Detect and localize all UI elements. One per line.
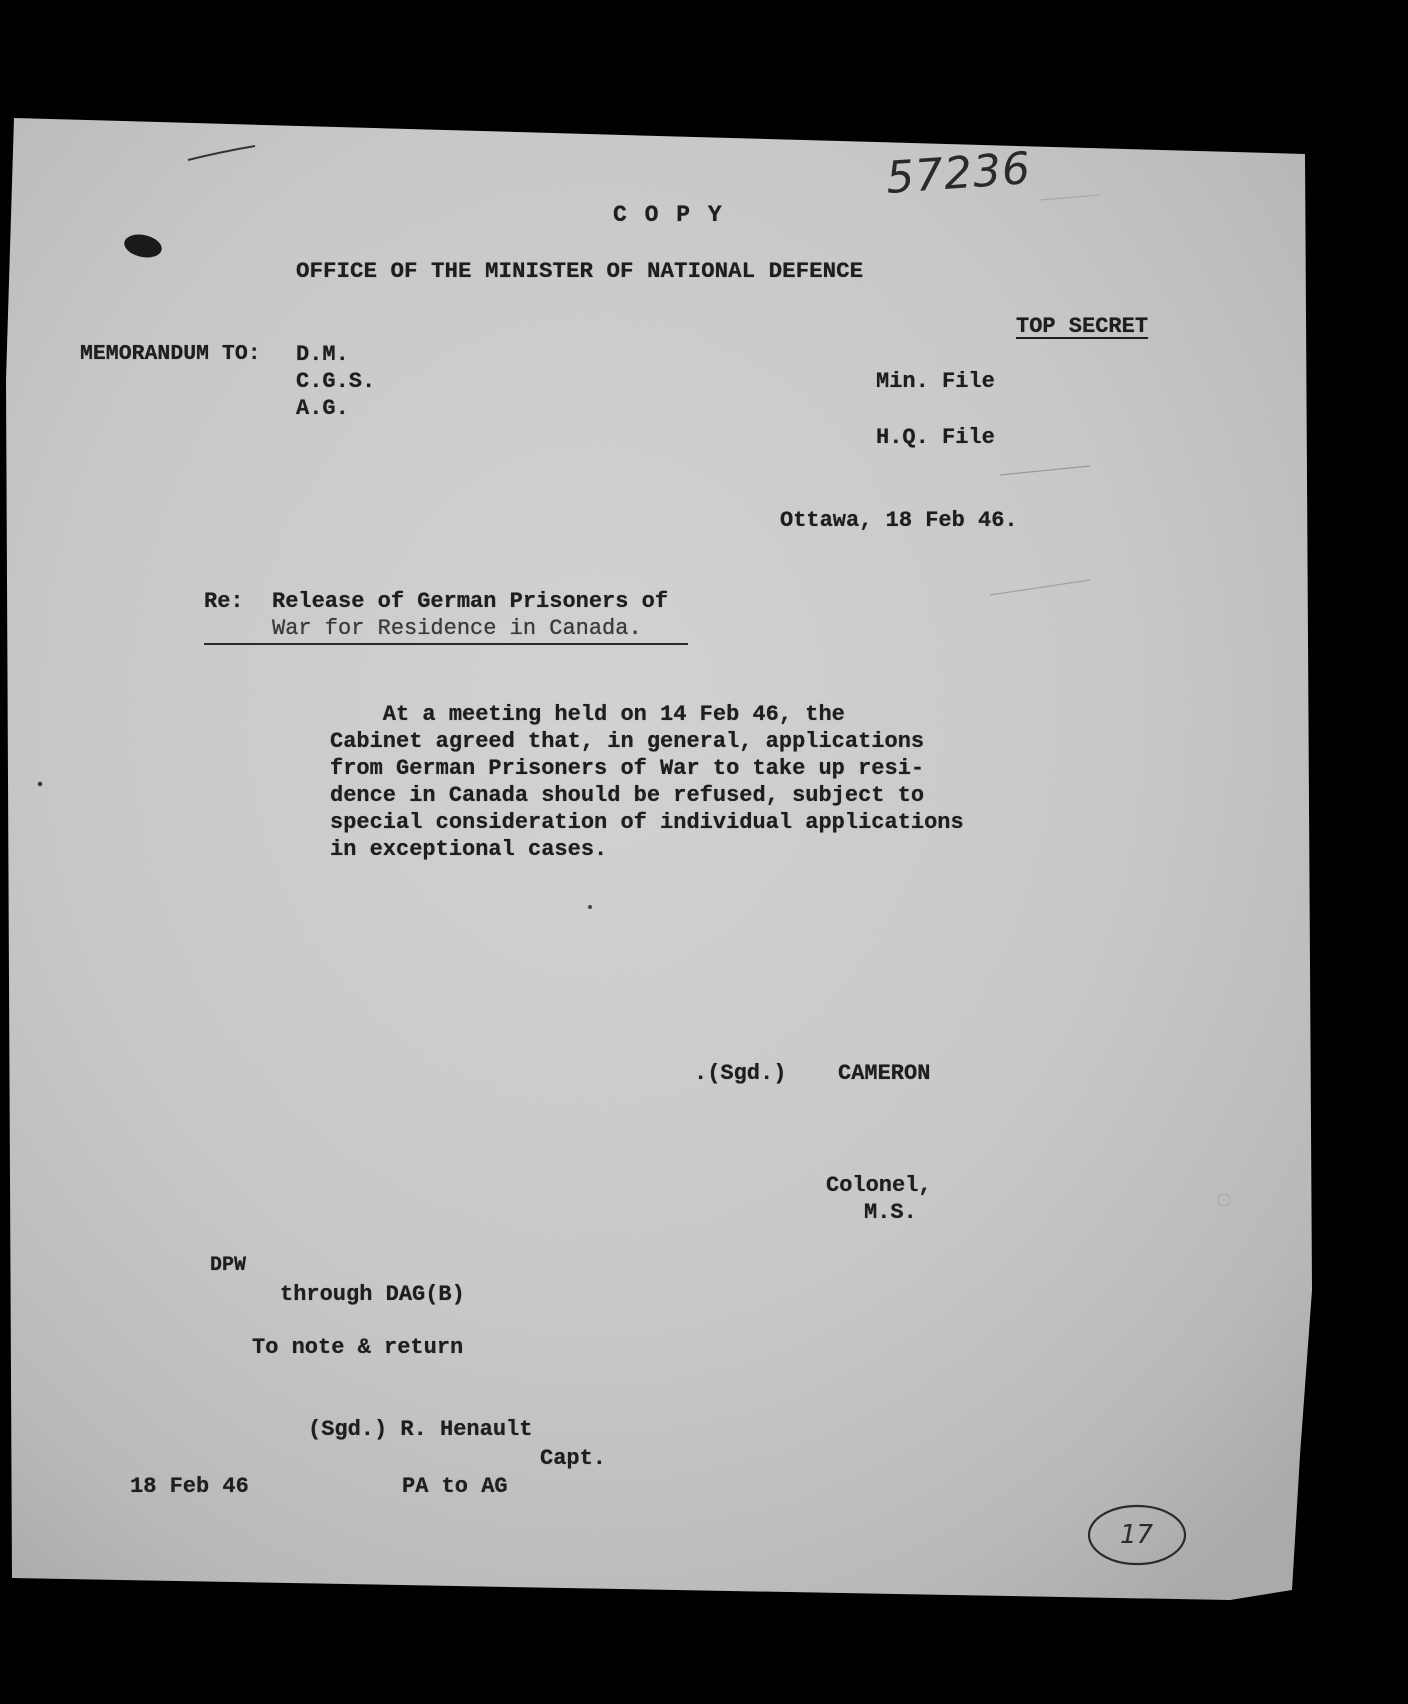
second-date: 18 Feb 46 (130, 1474, 249, 1499)
body-line: in exceptional cases. (330, 837, 608, 862)
min-file-label: Min. File (876, 369, 995, 394)
signature-sgd: .(Sgd.) (694, 1061, 787, 1086)
body-line: special consideration of individual applications (330, 810, 964, 835)
subject-underline (204, 643, 688, 645)
memo-body (330, 701, 964, 863)
recipient-cgs: C.G.S. (296, 369, 376, 394)
copy-heading: C O P Y (613, 202, 724, 228)
body-line: Cabinet agreed that, in general, applications (330, 729, 925, 754)
subject-line-2: War for Residence in Canada. (272, 616, 642, 641)
memo-to-label: MEMORANDUM TO: (80, 342, 261, 366)
second-title: PA to AG (402, 1474, 508, 1499)
signer-rank: Colonel, (826, 1173, 932, 1198)
second-rank: Capt. (540, 1446, 607, 1471)
signature-name: CAMERON (838, 1061, 931, 1086)
place-date: Ottawa, 18 Feb 46. (780, 508, 1018, 533)
body-line: from German Prisoners of War to take up resi- (330, 756, 925, 781)
classification-label: TOP SECRET (1016, 314, 1149, 339)
second-signature: (Sgd.) R. Henault (308, 1417, 533, 1442)
body-line: At a meeting held on 14 Feb 46, the (330, 702, 845, 727)
routing-through: through DAG(B) (280, 1282, 465, 1307)
page-number: 17 (1120, 1520, 1154, 1550)
recipient-dm: D.M. (296, 342, 349, 367)
recipient-ag: A.G. (296, 396, 349, 421)
re-label: Re: (204, 589, 244, 614)
body-line: dence in Canada should be refused, subject to (330, 783, 925, 808)
signer-title: M.S. (864, 1200, 917, 1225)
routing-instruction: To note & return (252, 1335, 464, 1360)
subject-line-1: Release of German Prisoners of (272, 589, 669, 614)
hq-file-label: H.Q. File (876, 425, 995, 450)
office-heading: OFFICE OF THE MINISTER OF NATIONAL DEFENCE (296, 258, 864, 284)
archive-number: 57236 (884, 143, 1033, 204)
routing-to: DPW (210, 1254, 247, 1277)
